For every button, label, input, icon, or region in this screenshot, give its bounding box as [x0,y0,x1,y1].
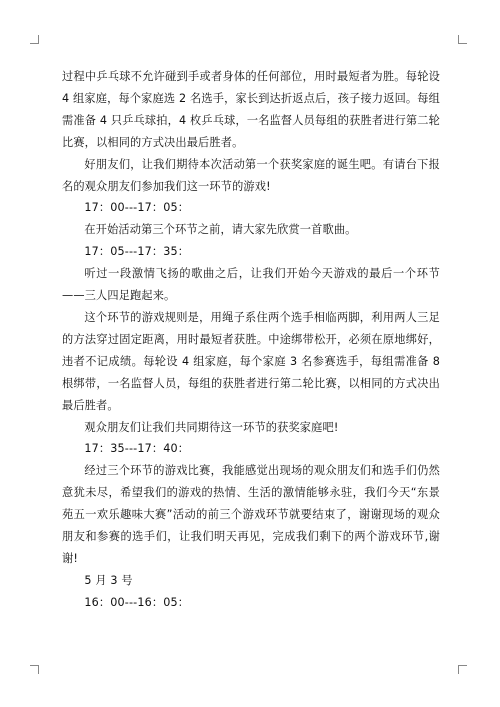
crop-mark-bottom-right [458,665,467,674]
crop-mark-bottom-left [30,665,39,674]
document-body [62,66,440,614]
paragraph-last-round: 听过一段激情飞扬的歌曲之后，让我们开始今天游戏的最后一个环节——三人四足跑起来。 [62,267,440,303]
crop-mark-top-right [458,35,467,44]
date-heading: 5 月 3 号 [84,573,133,587]
paragraph-song: 在开始活动第三个环节之前，请大家先欣赏一首歌曲。 [84,223,357,237]
paragraph-three-legged-rules: 这个环节的游戏规则是，用绳子系住两个选手相临两脚，利用两人三足的方法穿过固定距离，用时最短者获胜。中途绑带松开，必须在原地绑好，违者不记成绩。每轮设 4 组家庭，每个家庭 3 名参赛选手，每组需准备 8 根绑带，一名监督人员，每组的获胜者进行第二轮比赛，以相同的方式决出最后胜者。 [62,310,440,412]
paragraph-await-winners: 观众朋友们让我们共同期待这一环节的获奖家庭吧! [84,420,339,434]
time-slot-1600: 16：00---16：05： [84,595,190,609]
paragraph-invite-first: 好朋友们，让我们期待本次活动第一个获奖家庭的诞生吧。有请台下报名的观众朋友们参加我们这一环节的游戏! [62,157,440,193]
time-slot-1700: 17：00---17：05： [84,201,190,215]
time-slot-1735: 17：35---17：40： [84,442,190,456]
crop-mark-top-left [30,35,39,44]
time-slot-1705: 17：05---17：35： [84,245,190,259]
paragraph-closing: 经过三个环节的游戏比赛，我能感觉出现场的观众朋友们和选手们仍然意犹未尽，希望我们的游戏的热情、生活的激情能够永驻，我们今天“东景苑五一欢乐趣味大赛”活动的前三个游戏环节就要结束了，谢谢现场的观众朋友和参赛的选手们，让我们明天再见，完成我们剩下的两个游戏环节,谢谢! [62,464,440,565]
paragraph-rules-relay: 过程中乒乓球不允许碰到手或者身体的任何部位，用时最短者为胜。每轮设 4 组家庭，每个家庭选 2 名选手，家长到达折返点后，孩子接力返回。每组需准备 4 只乒乓球拍，4 枚乒乓球，一名监督人员每组的获胜者进行第二轮比赛，以相同的方式决出最后胜者。 [62,70,440,149]
